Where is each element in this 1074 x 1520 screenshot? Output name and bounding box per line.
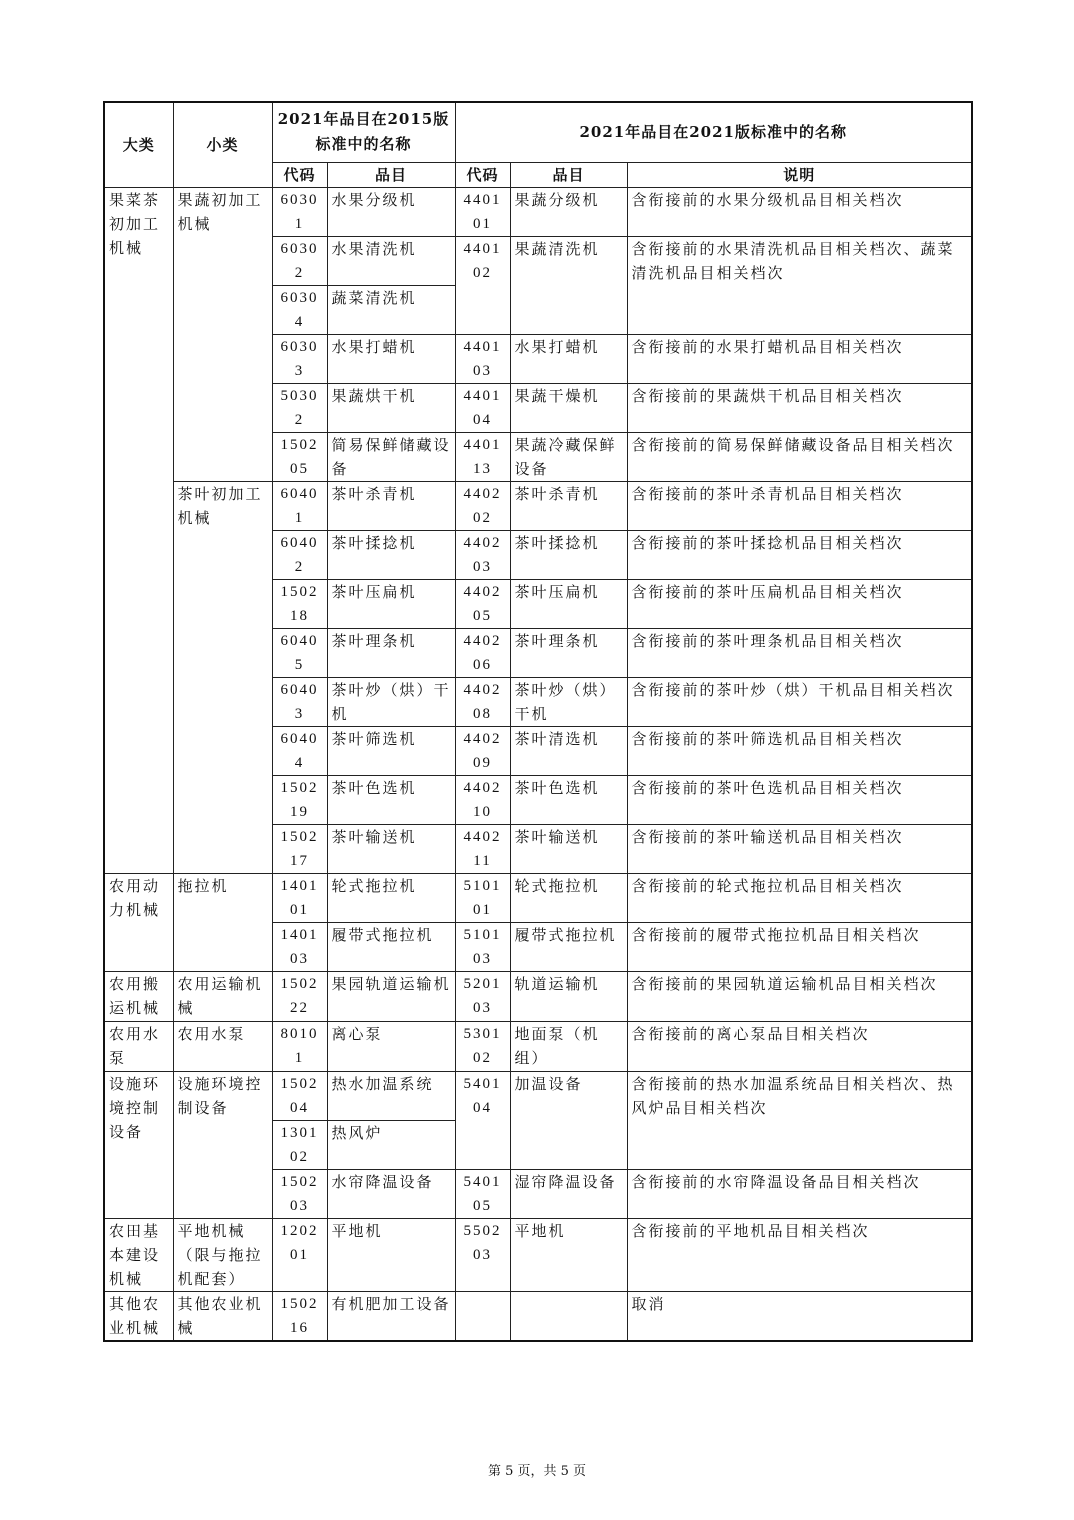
old-code: 140101 [272,873,327,922]
note: 含衔接前的平地机品目相关档次 [627,1218,972,1291]
old-code: 60405 [272,628,327,677]
new-code: 440104 [455,383,510,432]
new-item: 茶叶理条机 [510,628,627,677]
category-cell: 果菜茶初加工机械 [104,187,173,873]
header-old-code: 代码 [272,162,327,187]
subcategory-cell: 果蔬初加工机械 [173,187,272,481]
old-item: 离心泵 [327,1021,455,1071]
old-item: 热风炉 [327,1120,455,1169]
old-code: 80101 [272,1021,327,1071]
note: 含衔接前的果园轨道运输机品目相关档次 [627,971,972,1021]
note: 含衔接前的简易保鲜储藏设备品目相关档次 [627,432,972,481]
new-item: 水果打蜡机 [510,334,627,383]
old-item: 水帘降温设备 [327,1169,455,1218]
new-item: 平地机 [510,1218,627,1291]
old-item: 蔬菜清洗机 [327,285,455,334]
new-item: 果蔬分级机 [510,187,627,236]
note: 含衔接前的水帘降温设备品目相关档次 [627,1169,972,1218]
header-big-category: 大类 [104,102,173,187]
new-code: 440206 [455,628,510,677]
old-code: 60403 [272,677,327,726]
header-note: 说明 [627,162,972,187]
old-code: 50302 [272,383,327,432]
old-item: 水果打蜡机 [327,334,455,383]
header-new-item: 品目 [510,162,627,187]
header-new-code: 代码 [455,162,510,187]
old-item: 简易保鲜储藏设备 [327,432,455,481]
new-item: 茶叶压扁机 [510,579,627,628]
category-cell: 农用水泵 [104,1021,173,1071]
new-item: 茶叶色选机 [510,775,627,824]
new-item: 轮式拖拉机 [510,873,627,922]
header-old-item: 品目 [327,162,455,187]
new-item: 履带式拖拉机 [510,922,627,971]
new-code: 440211 [455,824,510,873]
new-item: 湿帘降温设备 [510,1169,627,1218]
old-code: 60402 [272,530,327,579]
old-item: 履带式拖拉机 [327,922,455,971]
new-code: 440101 [455,187,510,236]
old-code: 150205 [272,432,327,481]
old-item: 果园轨道运输机 [327,971,455,1021]
note: 含衔接前的茶叶理条机品目相关档次 [627,628,972,677]
note: 含衔接前的轮式拖拉机品目相关档次 [627,873,972,922]
new-code: 540105 [455,1169,510,1218]
category-cell: 其他农业机械 [104,1291,173,1341]
old-code: 150222 [272,971,327,1021]
new-code: 440205 [455,579,510,628]
old-code: 150204 [272,1071,327,1120]
old-item: 茶叶筛选机 [327,726,455,775]
old-item: 茶叶理条机 [327,628,455,677]
note: 含衔接前的果蔬烘干机品目相关档次 [627,383,972,432]
category-cell: 农用动力机械 [104,873,173,971]
old-code: 60301 [272,187,327,236]
new-code: 440103 [455,334,510,383]
old-code: 150218 [272,579,327,628]
new-item: 茶叶杀青机 [510,481,627,530]
new-item: 轨道运输机 [510,971,627,1021]
category-mapping-table [103,101,973,1342]
old-item: 水果清洗机 [327,236,455,285]
category-cell: 农田基本建设机械 [104,1218,173,1291]
new-item [510,1291,627,1341]
note: 取消 [627,1291,972,1341]
header-old-title: 2021年品目在2015版标准中的名称 [272,102,455,162]
new-item: 果蔬干燥机 [510,383,627,432]
note: 含衔接前的水果分级机品目相关档次 [627,187,972,236]
new-code: 440208 [455,677,510,726]
old-item: 热水加温系统 [327,1071,455,1120]
note: 含衔接前的茶叶筛选机品目相关档次 [627,726,972,775]
note: 含衔接前的茶叶色选机品目相关档次 [627,775,972,824]
old-item: 茶叶色选机 [327,775,455,824]
old-item: 水果分级机 [327,187,455,236]
new-code: 440210 [455,775,510,824]
note: 含衔接前的茶叶揉捻机品目相关档次 [627,530,972,579]
old-item: 茶叶杀青机 [327,481,455,530]
note: 含衔接前的茶叶杀青机品目相关档次 [627,481,972,530]
old-code: 150203 [272,1169,327,1218]
old-item: 轮式拖拉机 [327,873,455,922]
old-code: 150219 [272,775,327,824]
note: 含衔接前的茶叶炒（烘）干机品目相关档次 [627,677,972,726]
old-code: 130102 [272,1120,327,1169]
old-code: 60404 [272,726,327,775]
old-item: 有机肥加工设备 [327,1291,455,1341]
new-code: 440202 [455,481,510,530]
subcategory-cell: 农用水泵 [173,1021,272,1071]
note: 含衔接前的水果打蜡机品目相关档次 [627,334,972,383]
new-item: 茶叶输送机 [510,824,627,873]
subcategory-cell: 拖拉机 [173,873,272,971]
new-code: 440209 [455,726,510,775]
old-item: 茶叶输送机 [327,824,455,873]
old-code: 120201 [272,1218,327,1291]
new-code: 510103 [455,922,510,971]
old-code: 60401 [272,481,327,530]
new-item: 茶叶清选机 [510,726,627,775]
old-code: 60303 [272,334,327,383]
subcategory-cell: 其他农业机械 [173,1291,272,1341]
header-new-title: 2021年品目在2021版标准中的名称 [455,102,972,162]
new-code [455,1291,510,1341]
note: 含衔接前的茶叶压扁机品目相关档次 [627,579,972,628]
old-code: 60304 [272,285,327,334]
old-item: 茶叶揉捻机 [327,530,455,579]
header-small-category: 小类 [173,102,272,187]
old-item: 茶叶压扁机 [327,579,455,628]
subcategory-cell: 茶叶初加工机械 [173,481,272,873]
old-item: 果蔬烘干机 [327,383,455,432]
new-code: 440102 [455,236,510,334]
new-code: 550203 [455,1218,510,1291]
subcategory-cell: 平地机械（限与拖拉机配套） [173,1218,272,1291]
new-item: 地面泵（机组） [510,1021,627,1071]
new-code: 530102 [455,1021,510,1071]
old-code: 150216 [272,1291,327,1341]
note: 含衔接前的履带式拖拉机品目相关档次 [627,922,972,971]
new-item: 茶叶炒（烘）干机 [510,677,627,726]
old-item: 茶叶炒（烘）干机 [327,677,455,726]
category-cell: 设施环境控制设备 [104,1071,173,1218]
subcategory-cell: 农用运输机械 [173,971,272,1021]
new-code: 520103 [455,971,510,1021]
note: 含衔接前的离心泵品目相关档次 [627,1021,972,1071]
subcategory-cell: 设施环境控制设备 [173,1071,272,1218]
old-code: 150217 [272,824,327,873]
page-footer: 第 5 页，共 5 页 [487,1464,587,1479]
new-code: 510101 [455,873,510,922]
note: 含衔接前的热水加温系统品目相关档次、热风炉品目相关档次 [627,1071,972,1169]
old-code: 140103 [272,922,327,971]
new-item: 茶叶揉捻机 [510,530,627,579]
new-item: 加温设备 [510,1071,627,1169]
old-code: 60302 [272,236,327,285]
new-item: 果蔬冷藏保鲜设备 [510,432,627,481]
new-item: 果蔬清洗机 [510,236,627,334]
old-item: 平地机 [327,1218,455,1291]
note: 含衔接前的水果清洗机品目相关档次、蔬菜清洗机品目相关档次 [627,236,972,334]
note: 含衔接前的茶叶输送机品目相关档次 [627,824,972,873]
new-code: 540104 [455,1071,510,1169]
category-cell: 农用搬运机械 [104,971,173,1021]
new-code: 440203 [455,530,510,579]
new-code: 440113 [455,432,510,481]
